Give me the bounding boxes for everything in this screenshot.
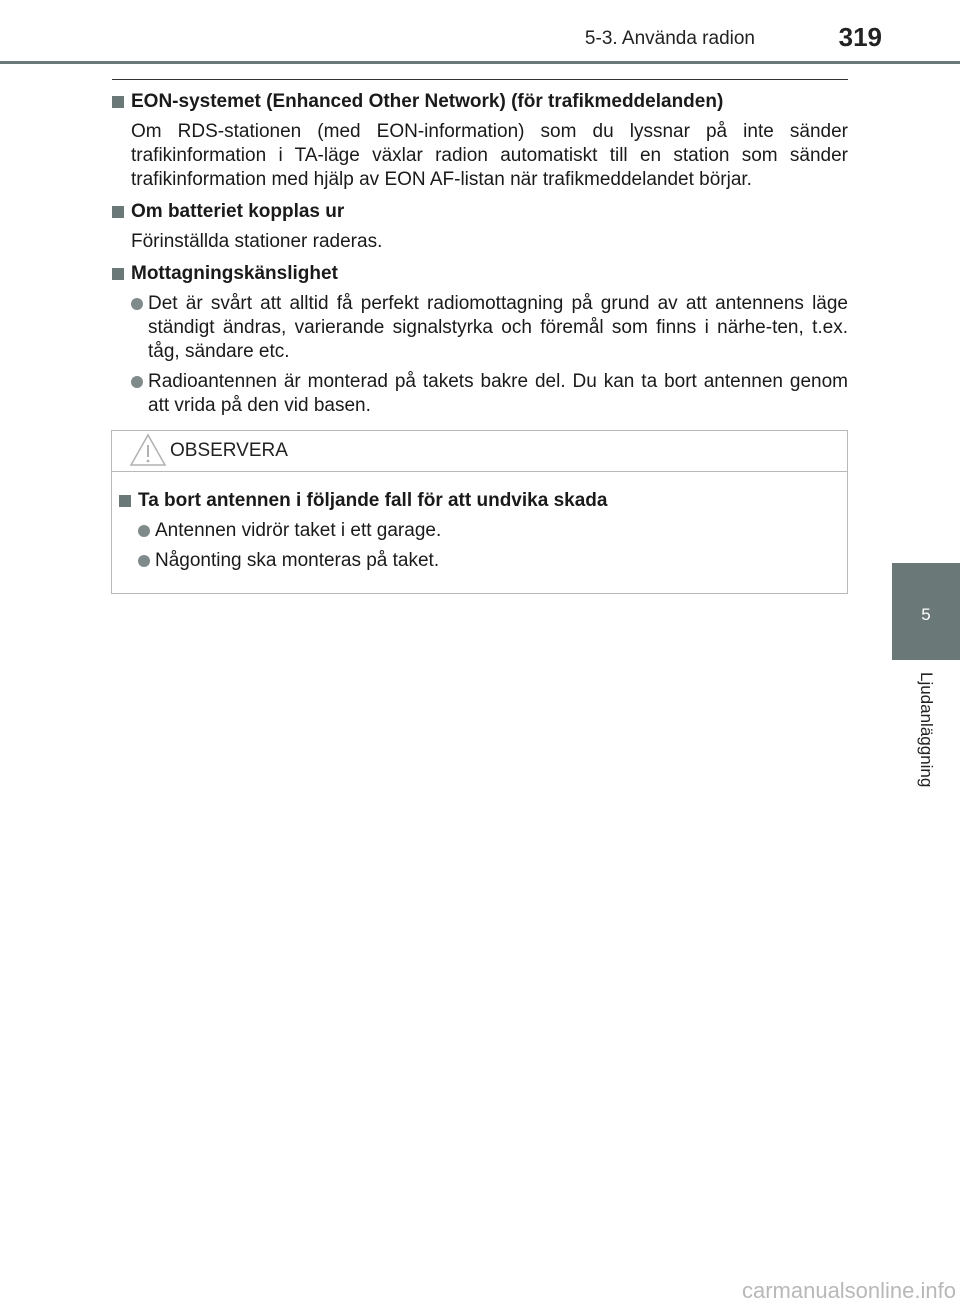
section-heading bbox=[112, 90, 848, 114]
chapter-tab-number: 5 bbox=[921, 605, 931, 624]
square-bullet-icon bbox=[112, 206, 124, 218]
chapter-tab[interactable] bbox=[892, 563, 960, 660]
list-item-text: Radioantennen är monterad på takets bakre del. Du kan ta bort antennen genom att vrida på den vid basen. bbox=[148, 371, 848, 416]
round-bullet-icon bbox=[131, 376, 143, 388]
square-bullet-icon bbox=[112, 268, 124, 280]
list-item-text: Det är svårt att alltid få perfekt radiomottagning på grund av att antennens läge ständigt ändras, varierande signalstyrka och föremål som finns i närhe-ten, t.ex. tåg, sändare etc. bbox=[148, 293, 848, 362]
watermark: carmanualsonline.info bbox=[741, 1278, 956, 1303]
header-rule bbox=[0, 61, 960, 64]
section-battery bbox=[112, 200, 848, 254]
notice-box bbox=[111, 430, 848, 594]
round-bullet-icon bbox=[138, 525, 150, 537]
section-heading-text: Om batteriet kopplas ur bbox=[131, 201, 345, 222]
list-item bbox=[138, 519, 847, 543]
page-content bbox=[112, 90, 848, 426]
notice-body bbox=[112, 472, 847, 573]
list-item bbox=[138, 549, 847, 573]
notice-title: OBSERVERA bbox=[170, 440, 288, 461]
warning-triangle-icon bbox=[129, 433, 167, 467]
list-item-text: Någonting ska monteras på taket. bbox=[155, 550, 440, 571]
page-header bbox=[0, 0, 960, 62]
content-top-rule bbox=[112, 79, 848, 80]
side-strip bbox=[892, 64, 960, 563]
square-bullet-icon bbox=[119, 495, 131, 507]
notice-heading-text: Ta bort antennen i följande fall för att undvika skada bbox=[138, 490, 608, 511]
notice-heading bbox=[119, 489, 847, 513]
section-heading-text: Mottagningskänslighet bbox=[131, 263, 338, 284]
section-paragraph: Förinställda stationer raderas. bbox=[131, 231, 383, 252]
chapter-tab-label: Ljudanläggning bbox=[917, 672, 936, 788]
chapter-section-title: 5-3. Använda radion bbox=[584, 28, 755, 49]
section-reception bbox=[112, 262, 848, 418]
page-number: 319 bbox=[838, 22, 882, 52]
section-heading bbox=[112, 200, 848, 224]
list-item bbox=[131, 370, 848, 418]
round-bullet-icon bbox=[131, 298, 143, 310]
section-eon bbox=[112, 90, 848, 192]
section-paragraph: Om RDS-stationen (med EON-information) som du lyssnar på inte sänder trafikinformation i TA-läge växlar radion automatiskt till en station som sänder trafikinformation med hjälp av EON AF-listan när trafikmeddelandet börjar. bbox=[131, 121, 848, 190]
round-bullet-icon bbox=[138, 555, 150, 567]
square-bullet-icon bbox=[112, 96, 124, 108]
notice-header bbox=[112, 431, 847, 472]
list-item-text: Antennen vidrör taket i ett garage. bbox=[155, 520, 442, 541]
list-item bbox=[131, 292, 848, 364]
section-heading-text: EON-systemet (Enhanced Other Network) (för trafikmeddelanden) bbox=[131, 91, 724, 112]
section-heading bbox=[112, 262, 848, 286]
